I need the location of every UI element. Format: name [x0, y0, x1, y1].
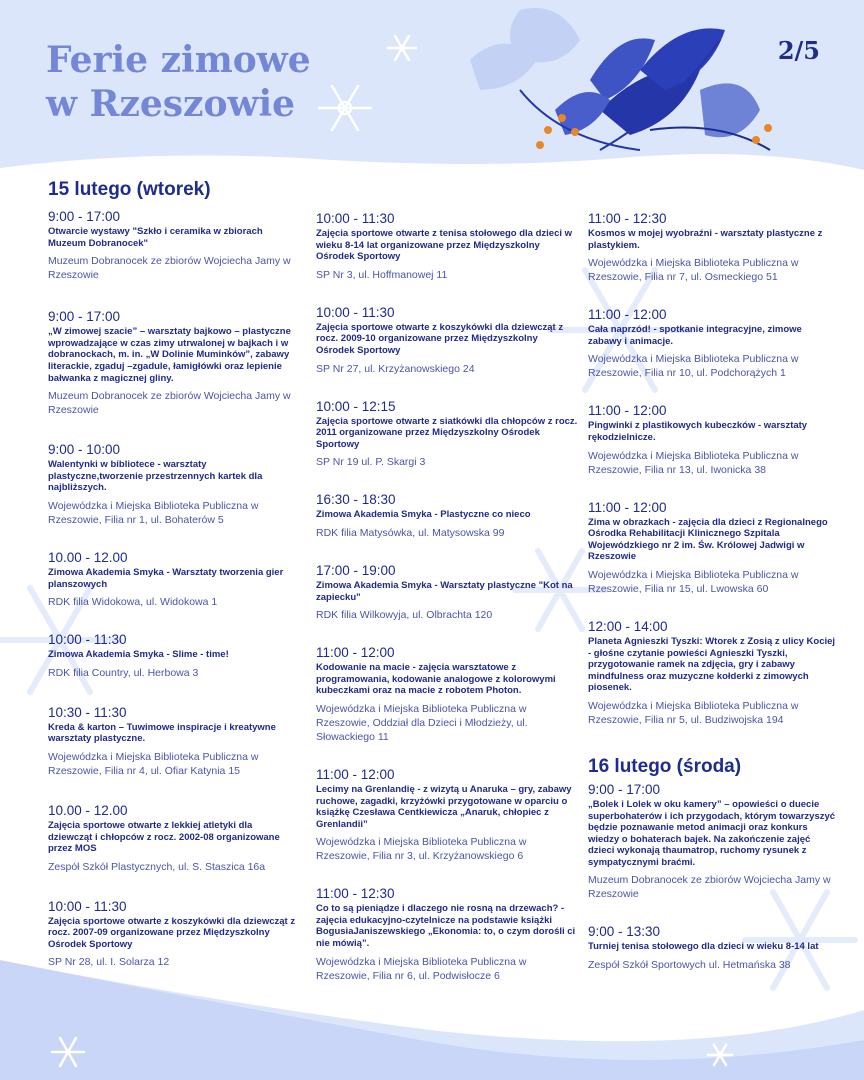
- event-title: Zimowa Akademia Smyka - Slime - time!: [48, 649, 229, 661]
- event-item: [316, 210, 578, 282]
- column-1: [48, 178, 298, 969]
- event-item: [48, 549, 298, 609]
- event-place: Wojewódzka i Miejska Biblioteka Publiczna w Rzeszowie, Filia nr 6, ul. Podwisłocze 6: [316, 955, 527, 982]
- event-item: [588, 306, 836, 380]
- event-list-3a: [588, 210, 836, 727]
- event-item: [48, 208, 298, 282]
- event-time: 11:00 - 12:30: [588, 211, 667, 226]
- event-place: RDK filia Matysówka, ul. Matysowska 99: [316, 526, 505, 539]
- event-place: Zespół Szkół Plastycznych, ul. S. Staszica 16a: [48, 860, 266, 873]
- event-title: Cała naprzód! - spotkanie integracyjne, zimowe zabawy i animacje.: [588, 324, 802, 347]
- event-place: SP Nr 3, ul. Hoffmanowej 11: [316, 268, 448, 281]
- event-time: 10:00 - 11:30: [48, 632, 127, 648]
- column-2: [316, 210, 578, 983]
- event-time: 9:00 - 13:30: [588, 924, 661, 940]
- event-item: [48, 441, 298, 527]
- event-item: [48, 704, 298, 778]
- event-place: SP Nr 19 ul. P. Skargi 3: [316, 456, 426, 469]
- event-place: Wojewódzka i Miejska Biblioteka Publiczna w Rzeszowie, Filia nr 7, ul. Osmeckiego 51: [588, 257, 799, 284]
- event-time: 11:00 - 12:00: [588, 499, 667, 515]
- event-time: 16:30 - 18:30: [316, 492, 396, 508]
- event-title: Walentynki w bibliotece - warsztaty plastyczne,tworzenie przestrzennych kartek dla najbliższych.: [48, 459, 263, 494]
- event-list-1: [48, 208, 298, 969]
- event-item: [48, 631, 298, 680]
- event-item: [588, 923, 836, 972]
- event-place: Muzeum Dobranocek ze zbiorów Wojciecha Jamy w Rzeszowie: [48, 390, 291, 417]
- event-title: Planeta Agnieszki Tyszki: Wtorek z Zosią z ulicy Kociej - głośne czytanie powieści Agnieszki Tyszki, przygotowanie ramek na zdjęcia, gry i zabawy mindfulness oraz muzyczne kołderki z zimowych piosenek.: [588, 635, 836, 694]
- event-place: Wojewódzka i Miejska Biblioteka Publiczna w Rzeszowie, Filia nr 3, ul. Krzyżanowskiego 6: [316, 836, 527, 863]
- event-time: 9:00 - 17:00: [48, 309, 121, 325]
- event-title: Pingwinki z plastikowych kubeczków - warsztaty rękodzielnicze.: [588, 420, 808, 443]
- event-place: Muzeum Dobranocek ze zbiorów Wojciecha Jamy w Rzeszowie: [48, 255, 291, 282]
- event-title: Turniej tenisa stołowego dla dzieci w wieku 8-14 lat: [588, 941, 819, 953]
- event-title: „W zimowej szacie” – warsztaty bajkowo – plastyczne wprowadzające w czas zimy utrwalonej w bajkach i w dobranockach, m. in. „W Dolinie Muminków”, zabawy literackie, zgaduj –zgadule, łamigłówki oraz lepienie bałwanka z magicznej gliny.: [48, 326, 291, 384]
- event-time: 11:00 - 12:00: [316, 766, 395, 782]
- event-title: Zima w obrazkach - zajęcia dla dzieci z Regionalnego Ośrodka Rehabilitacji Klinicznego Szpitala Wojewódzkiego nr 2 im. Św. Królowej Jadwigi w Rzeszowie: [588, 516, 828, 563]
- event-item: [316, 562, 578, 622]
- event-title: Kodowanie na macie - zajęcia warsztatowe z programowania, kodowanie analogowe z kolorowymi kubeczkami oraz na macie z robotem Photon.: [316, 662, 556, 697]
- event-title: Kreda & karton – Tuwimowe inspiracje i kreatywne warsztaty plastyczne.: [48, 721, 276, 745]
- event-item: [48, 898, 298, 970]
- event-time: 12:00 - 14:00: [588, 618, 668, 634]
- event-item: [316, 644, 578, 744]
- event-time: 10:00 - 11:30: [316, 211, 395, 226]
- event-item: [588, 499, 836, 596]
- event-place: Wojewódzka i Miejska Biblioteka Publiczna w Rzeszowie, Filia nr 5, ul. Budziwojska 194: [588, 699, 799, 726]
- event-item: [316, 491, 578, 540]
- title-line-1: Ferie zimowe: [46, 39, 311, 81]
- event-time: 10:00 - 12:15: [316, 398, 396, 414]
- page-title: [46, 38, 311, 126]
- event-place: RDK filia Country, ul. Herbowa 3: [48, 666, 199, 679]
- event-item: [48, 308, 298, 417]
- event-title: Kosmos w mojej wyobraźni - warsztaty plastyczne z plastykiem.: [588, 228, 823, 251]
- day-heading-16: 16 lutego (środa): [588, 755, 742, 777]
- event-time: 10.00 - 12.00: [48, 549, 128, 565]
- event-place: Wojewódzka i Miejska Biblioteka Publiczna w Rzeszowie, Filia nr 10, ul. Podchorążych 1: [588, 353, 799, 380]
- event-item: [588, 618, 836, 727]
- event-list-2: [316, 210, 578, 983]
- event-time: 11:00 - 12:00: [588, 307, 667, 323]
- event-place: Wojewódzka i Miejska Biblioteka Publiczna w Rzeszowie, Oddział dla Dzieci i Młodzieży, ul. Słowackiego 11: [316, 702, 528, 743]
- event-time: 11:00 - 12:00: [588, 403, 667, 419]
- event-item: [588, 402, 836, 476]
- page-number: 2/5: [777, 36, 820, 65]
- event-time: 10:00 - 11:30: [48, 898, 127, 914]
- event-time: 11:00 - 12:30: [316, 886, 395, 902]
- event-time: 10:30 - 11:30: [48, 704, 127, 720]
- event-place: RDK filia Wilkowyja, ul. Olbrachta 120: [316, 609, 493, 622]
- event-item: [588, 781, 836, 902]
- event-time: 9:00 - 17:00: [588, 781, 661, 797]
- event-title: Zajęcia sportowe otwarte z koszykówki dla dziewcząt z rocz. 2009-10 organizowane przez Międzyszkolny Ośrodek Sportowy: [316, 321, 564, 356]
- day-heading-15: 15 lutego (wtorek): [48, 179, 211, 200]
- event-place: Zespół Szkół Sportowych ul. Hetmańska 38: [588, 959, 791, 972]
- event-time: 10:00 - 11:30: [316, 304, 395, 320]
- event-time: 9:00 - 17:00: [48, 209, 121, 224]
- event-title: Zimowa Akademia Smyka - Plastyczne co nieco: [316, 509, 531, 521]
- event-time: 10.00 - 12.00: [48, 802, 128, 818]
- event-place: Wojewódzka i Miejska Biblioteka Publiczna w Rzeszowie, Filia nr 1, ul. Bohaterów 5: [48, 499, 259, 526]
- event-place: SP Nr 28, ul. I. Solarza 12: [48, 956, 170, 969]
- event-title: Otwarcie wystawy "Szkło i ceramika w zbiorach Muzeum Dobranocek": [48, 226, 263, 249]
- event-item: [316, 304, 578, 376]
- event-place: Wojewódzka i Miejska Biblioteka Publiczna w Rzeszowie, Filia nr 15, ul. Lwowska 60: [588, 568, 799, 595]
- event-item: [316, 766, 578, 863]
- event-title: Lecimy na Grenlandię - z wizytą u Anaruka – gry, zabawy ruchowe, zagadki, krzyżówki przygotowane w oparciu o książkę Czesława Centkiewicza „Anaruk, chłopiec z Grenlandii”: [316, 783, 572, 830]
- event-time: 9:00 - 10:00: [48, 442, 121, 458]
- event-title: Zajęcia sportowe otwarte z koszykówki dla dziewcząt z rocz. 2007-09 organizowane przez Międzyszkolny Ośrodek Sportowy: [48, 915, 296, 950]
- event-title: Zajęcia sportowe otwarte z tenisa stołowego dla dzieci w wieku 8-14 lat organizowane przez Międzyszkolny Ośrodek Sportowy: [316, 228, 573, 263]
- event-place: RDK filia Widokowa, ul. Widokowa 1: [48, 596, 218, 609]
- event-place: Wojewódzka i Miejska Biblioteka Publiczna w Rzeszowie, Filia nr 13, ul. Iwonicka 38: [588, 449, 799, 476]
- event-title: Zajęcia sportowe otwarte z siatkówki dla chłopców z rocz. 2011 organizowane przez Międzyszkolny Ośrodek Sportowy: [316, 415, 578, 450]
- event-time: 17:00 - 19:00: [316, 562, 396, 578]
- event-place: Muzeum Dobranocek ze zbiorów Wojciecha Jamy w Rzeszowie: [588, 874, 831, 901]
- event-item: [316, 885, 578, 982]
- event-item: [48, 802, 298, 874]
- event-title: Zajęcia sportowe otwarte z lekkiej atletyki dla dziewcząt i chłopców z rocz. 2002-08 organizowane przez MOS: [48, 819, 280, 855]
- column-3: [588, 210, 836, 972]
- event-title: Zimowa Akademia Smyka - Warsztaty tworzenia gier planszowych: [48, 566, 284, 590]
- event-list-3b: [588, 781, 836, 972]
- event-item: [316, 398, 578, 470]
- event-time: 11:00 - 12:00: [316, 645, 395, 661]
- event-item: [588, 210, 836, 284]
- event-title: Co to są pieniądze i dlaczego nie rosną na drzewach? - zajęcia edukacyjno-czytelnicze na podstawie książki BogusiaJaniszewskiego „Ekonomia: to, o czym dorośli ci nie mówią”.: [316, 903, 576, 950]
- event-title: Zimowa Akademia Smyka - Warsztaty plastyczne "Kot na zapiecku": [316, 579, 573, 603]
- title-line-2: w Rzeszowie: [46, 83, 296, 125]
- event-place: SP Nr 27, ul. Krzyżanowskiego 24: [316, 362, 475, 375]
- event-place: Wojewódzka i Miejska Biblioteka Publiczna w Rzeszowie, Filia nr 4, ul. Ofiar Katynia 15: [48, 750, 259, 777]
- event-title: „Bolek i Lolek w oku kamery” – opowieści o duecie superbohaterów i ich przygodach, którym towarzyszyć będzie poznawanie metod animacji oraz konkurs wiedzy o bohaterach bajek. Na zakończenie zajęć dzieci wykonają thaumatrop, ruchomy rysunek z sympatycznymi braćmi.: [588, 798, 836, 868]
